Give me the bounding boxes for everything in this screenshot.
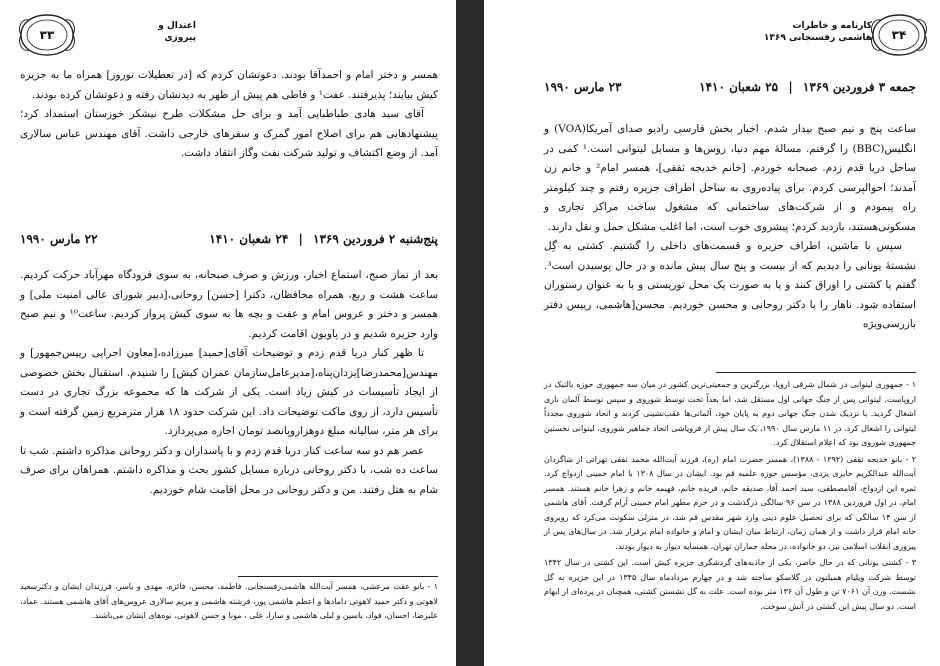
footnotes — [544, 378, 916, 616]
top-paragraphs — [20, 66, 438, 164]
entry-date-persian — [209, 232, 438, 246]
running-head-line1: کارنامه و خاطرات — [792, 21, 872, 31]
entry-paragraphs — [544, 120, 916, 335]
paragraph: عصر هم دو سه ساعت کنار دریا قدم زدم و با پاسداران و دکتر روحانی مذاکره داشتم. شب تا ساعت ده شب، با دکتر روحانی درباره مسایل کشور بحث و مذاکره داشتم. همراهان برای صرف شام به هتل رفتند. من و دکتر روحانی در محل اقامت شام خوردیم. — [20, 444, 438, 496]
entry-date-line — [20, 232, 438, 246]
paragraph: سپس با ماشین، اطراف جزیره و قسمت‌های داخلی را گشتیم. کشتی به گِل نشستهٔ یونانی را دیدیم که از بیست و پنج سال پیش مانده و در حال پوسیدن است³. گفتم یا کشتی را اوراق کنند و یا به صورت یک محل توریستی و یا به عنوان رستوران استفاده شود. ناهار را با دکتر روحانی و محسن خوردیم. محسن[هاشمی، رییس دفتر بازرسی‌ویژه — [544, 240, 916, 330]
footnote: ۲ - بانو خدیجه ثقفی (۱۲۹۲ - ۱۳۸۸)، همسر حضرت امام (ره)، فرزند آیت‌الله محمد ثقفی تهرانی از شاگردان آیت‌الله عبدالکریم حایری یزدی، مؤسس حوزه علمیه قم بود. ایشان در سال ۱۳۰۸ با امام خمینی ازدواج کرد. ثمره این ازدواج، آقامصطفی، سید احمد آقا، صدیقه خانم، فریده خانم، فهیمه خانم و زهرا خانم هستند. همسر امام، در اول فروردین ۱۳۸۸ در سن ۹۶ سالگی درگذشت و در حرم مطهر امام خمینی آرام گرفت. آقای هاشمی از سن ۱۴ سالگی که برای تحصیل علوم دینی وارد شهر مقدس قم شد، در منزلی سکونت می‌کرد که روبروی خانه امام قرار داشت و از همان زمان، ارتباط میان ایشان و امام و خانواده امام برقرار شد. در سال‌های پس از پیروزی انقلاب اسلامی نیز، دو خانواده، در محله جماران تهران، همسایه دیوار به دیوار بودند. — [544, 454, 916, 551]
running-head-title — [734, 20, 872, 44]
gregorian-date: ۲۲ مارس ۱۹۹۰ — [20, 232, 98, 246]
running-head-line2: پیروزی — [164, 33, 196, 43]
left-page — [0, 0, 456, 666]
page-number-ornament — [18, 12, 76, 58]
paragraph: تا ظهر کنار دریا قدم زدم و توضیحات آقای[حمید] میرزاده،[معاون اجرایی رییس‌جمهور] و مهندس[محمدرضا]یزدان‌پناه،[مدیرعامل‌سازمان عمران کیش] را شنیدم. استقبال بخش خصوصی از ایجاد تأسیسات در کیش زیاد است. یکی از شرکت ها که مجموعه بزرگ تجاری در دست تأسیس دارد، از روی ماکت توضیحات داد. این شرکت حدود ۱۸ هزار مترمربع زمین گرفته است و برای هر متر، سالیانه مبلغ دوهزاروپانصد تومان اجاره می‌پردازد. — [20, 347, 438, 437]
page-number: ۳۳ — [39, 28, 55, 42]
entry-date-line — [544, 80, 916, 94]
footnote: ۱ - جمهوری لیتوانی در شمال شرقی اروپا، بزرگترین و جمعیتی‌ترین کشور در میان سه جمهوری حوزه بالتیک در اروپاست. لیتوانی پس از جنگ جهانی اول مستقل شد، اما بعداً تحت توسط شوروی و سپس توسط آلمان نازی اشغال گردید. با نزدیک شدن جنگ جهانی دوم به پایان خود، آلمانی‌ها عقب‌نشینی کردند و اتحاد شوروی مجدداً لیتوانی را اشغال کرد. در ۱۱ مارس سال ۱۹۹۰، یک سال پیش از فروپاشی اتحاد جماهیر شوروی، لیتوانی نخستین جمهوری شوروی بود که اعلام استقلال کرد. — [544, 380, 917, 447]
paragraph: ساعت پنج و نیم صبح بیدار شدم. اخبار بخش فارسی رادیو صدای آمریکا(VOA) و انگلیس(BBC) را گرفتم. مسالهٔ مهم دنیا، روس‌ها و مسایل لیتوانی است.¹ کمی در ساحل دریا قدم زدم. صبحانه خوردم. [خانم خدیجه ثقفی]، همسر امام² و خانم زن آمدند؛ احوالپرسی کردم. برای پیاده‌روی به ساحل اطراف جزیره رفتم و چند کیلومتر راه پیمودم و از شرکت‌های ساختمانی که مشغول ساخت مراکز تجاری و مسکونی‌هستند، بازدید کردم؛ پیشروی خوب است، اما اغلب مشکل حمل و نقل دارند. — [544, 123, 917, 233]
page-number-ornament — [870, 12, 928, 58]
running-head-title — [86, 20, 196, 44]
right-page — [484, 0, 940, 666]
gregorian-date: ۲۳ مارس ۱۹۹۰ — [544, 80, 622, 94]
running-head — [0, 6, 456, 54]
date-separator: | — [298, 232, 303, 246]
page-number: ۳۴ — [891, 28, 907, 42]
footnotes — [20, 580, 438, 626]
running-head-line1: اعتدال و — [158, 21, 196, 31]
footnote: ۳ - کشتی یونانی که در حال حاضر، یکی از جاذبه‌های گردشگری جزیره کیش است. این کشتی در سال ۱۳۴۲ توسط شرکت ویلیام همیلتون در گلاسکو ساخته شد و در چهارم مردادماه سال ۱۳۴۵ در این جزیره به گل نشست. وزن آن ۷۰۶۱ تن و طول آن ۱۳۶ متر بوده است. علت به گل نشستن کشتی، همچنان در پرده‌ای از ابهام است. دو سال پیش این کشتی در آتش سوخت. — [544, 558, 916, 611]
hijri-date: ۲۵ شعبان ۱۴۱۰ — [699, 80, 779, 94]
running-head-line2: هاشمی رفسنجانی ۱۳۶۹ — [763, 33, 872, 43]
footnote: ۱ - بانو عفت مرعشی، همسر آیت‌الله هاشمی‌رفسنجانی. فاطمه، محسن، فائزه، مهدی و یاسر، فرزندان ایشان و دکترسعید لاهوتی و دکتر حمید لاهوتی دامادها و اعظم هاشمی پور، فرشته هاشمی و مریم سالاری عروس‌های آقای هاشمی هستند. عماد، علیرضا، احسان، فواد، یاسین و لیلی هاشمی و سارا، علی ، مونا و حسن لاهوتی، نوه‌های ایشان می‌باشند. — [20, 582, 438, 620]
weekday-date: جمعه ۳ فروردین ۱۳۶۹ — [802, 80, 916, 94]
book-gutter — [456, 0, 484, 666]
hijri-date: ۲۴ شعبان ۱۴۱۰ — [209, 232, 289, 246]
paragraph: آقای سید هادی طباطبایی آمد و برای حل مشکلات طرح نیشکر خوزستان استمداد کرد؛ پیشنهادهایی هم برای اصلاح امور گمرک و سفرهای خارجی داشت. آقای مهندس عباس سالاری آمد. از وضع اکتشاف و تولید شرکت نفت وگاز انتقاد داشت. — [20, 108, 438, 159]
entry-date-persian — [699, 80, 916, 94]
entry-paragraphs — [20, 266, 438, 500]
footnote-rule — [716, 372, 916, 373]
date-separator: | — [788, 80, 793, 94]
paragraph: بعد از نماز صبح، استماع اخبار، ورزش و صرف صبحانه، به سوی فرودگاه مهرآباد حرکت کردیم. ساعت هشت و ربع، همراه محافظان، دکترا [حسن] روحانی،[دبیر شورای عالی امنیت ملی] و همسر و دختر و عروس امام و عفت و بچه ها به سوی کیش پرواز کردیم. ساعت¹⁰ و نیم صبح وارد جزیره شدیم و در پاویون اقامت کردیم. — [20, 269, 438, 340]
paragraph: همسر و دختر امام و احمدآقا بودند. دعوتشان کردم که [در تعطیلات نوروز] همراه ما به جزیره کیش بیایند؛ پذیرفتند. عفت¹ و فاطی هم پیش از ظهر به دیدنشان رفته و دعوتشان کرده بودند. — [20, 69, 438, 101]
running-head — [484, 6, 940, 54]
weekday-date: پنج‌شنبه ۲ فروردین ۱۳۶۹ — [313, 232, 438, 246]
footnote-rule — [238, 576, 438, 577]
